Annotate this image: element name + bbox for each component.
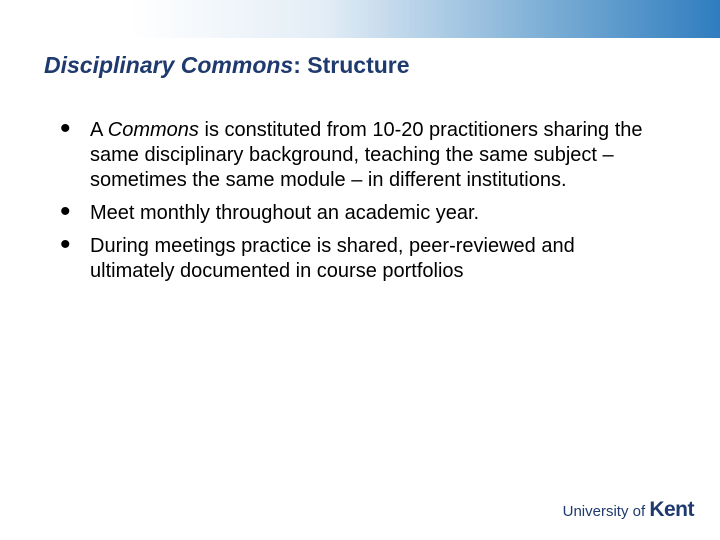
bullet-item: [60, 228, 660, 284]
bullet-item: [60, 195, 660, 228]
bullet-text-pre: Meet monthly throughout an academic year.: [90, 202, 480, 224]
bullet-item: [60, 112, 660, 193]
bullet-text-post: is constituted from 10-20 practitioners sharing the same disciplinary background, teaching the same subject – sometimes the same module – in different institutions.: [90, 119, 643, 191]
slide-title-italic: Disciplinary Commons: [44, 52, 294, 78]
bullet-icon: •: [60, 195, 71, 228]
logo-name: Kent: [649, 498, 694, 521]
university-logo: [563, 498, 694, 522]
slide-title-rest: : Structure: [293, 52, 410, 78]
bullet-icon: •: [60, 228, 71, 261]
bullet-text-italic: Commons: [107, 119, 199, 141]
slide-title: [44, 52, 410, 79]
bullet-text-pre: A: [90, 119, 108, 141]
bullet-list: [60, 112, 660, 284]
logo-prefix: University of: [562, 503, 646, 520]
bullet-text-pre: During meetings practice is shared, peer-reviewed and ultimately documented in course portfolios: [90, 235, 575, 282]
bullet-icon: •: [60, 112, 71, 145]
header-gradient-band: [0, 0, 720, 38]
